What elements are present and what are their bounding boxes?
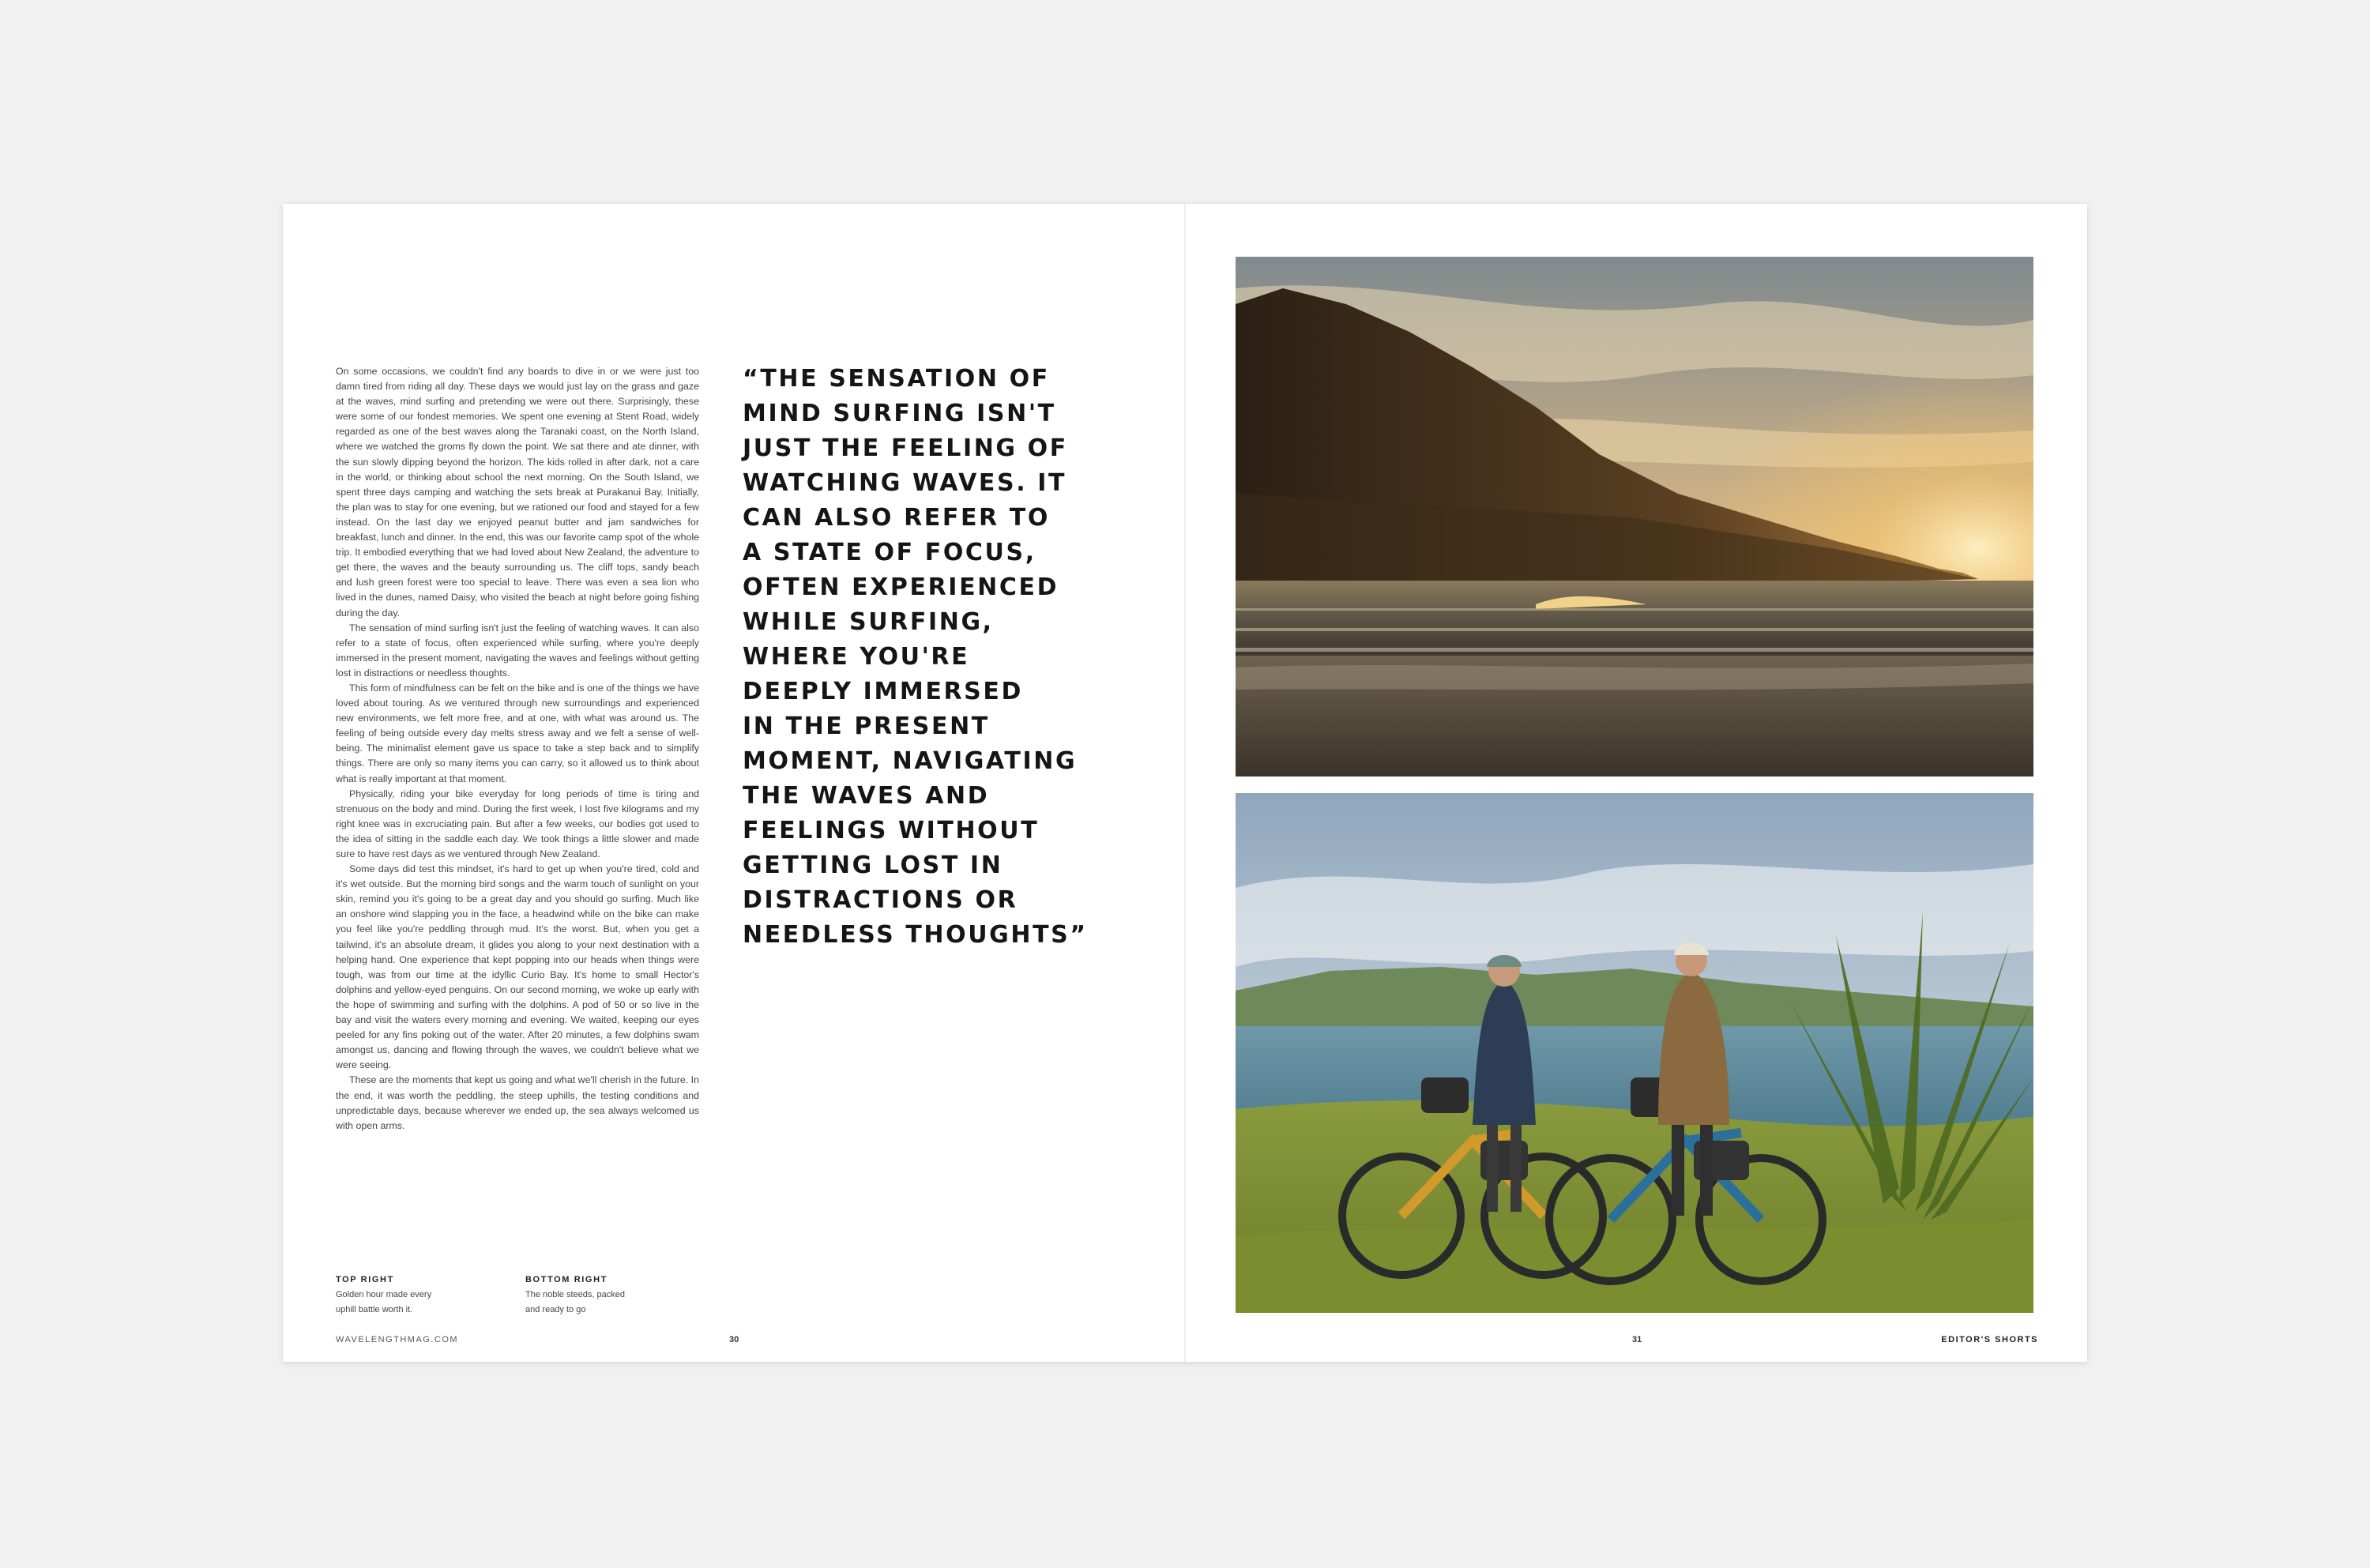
caption-text: Golden hour made every uphill battle worth it. bbox=[336, 1290, 432, 1314]
pull-quote-line: FEELINGS WITHOUT bbox=[743, 817, 1040, 844]
pull-quote-line: A STATE OF FOCUS, bbox=[743, 539, 1036, 566]
pull-quote-line: DISTRACTIONS OR bbox=[743, 886, 1018, 914]
page-number: 30 bbox=[729, 1335, 739, 1344]
article-body bbox=[336, 364, 699, 1134]
pull-quote-line: MOMENT, NAVIGATING bbox=[743, 747, 1078, 775]
caption-top-right bbox=[336, 1273, 517, 1318]
right-page bbox=[1186, 204, 2087, 1362]
footer-website: WAVELENGTHMAG.COM bbox=[336, 1335, 459, 1344]
caption-text: The noble steeds, packed and ready to go bbox=[525, 1290, 625, 1314]
pull-quote-line: JUST THE FEELING OF bbox=[743, 434, 1068, 462]
golden-hour-cliffs-beach-photo bbox=[1236, 257, 2033, 776]
article-paragraph: Some days did test this mindset, it's hard to get up when you're tired, cold and it's wet outside. But the morning bird songs and the warm touch of sunlight on your skin, remind you it's going to be a great day and you should go surfing. Much like an onshore wind slapping you in the face, a headwind while on the bike can make you feel like you're peddling through mud. It's the worst. But, when you get a tailwind, it's an absolute dream, it glides you along to your next destination with a helping hand. One experience that kept popping into our heads when things were tough, was from our time at the idyllic Curio Bay. It's home to small Hector's dolphins and yellow-eyed penguins. On our second morning, we woke up early with the hope of swimming and surfing with the dolphins. A pod of 50 or so live in the bay and visit the waters every morning and evening. We waited, keeping our eyes peeled for any fins poking out of the water. After 20 minutes, a few dolphins swam amongst us, dancing and flowing through the waves, we couldn't believe what we were seeing. bbox=[336, 863, 699, 1071]
article-paragraph: The sensation of mind surfing isn't just the feeling of watching waves. It can also refer to a state of focus, often experienced while surfing, where you're deeply immersed in the present moment, navigating the waves and feelings without getting lost in distractions or needless thoughts. bbox=[336, 622, 699, 679]
pull-quote-line: DEEPLY IMMERSED bbox=[743, 678, 1023, 705]
left-page bbox=[283, 204, 1184, 1362]
pull-quote-line: MIND SURFING ISN'T bbox=[743, 400, 1056, 427]
magazine-spread bbox=[283, 204, 2087, 1362]
caption-title: TOP RIGHT bbox=[336, 1275, 394, 1284]
pull-quote-line: WATCHING WAVES. IT bbox=[743, 469, 1067, 497]
article-paragraph: This form of mindfulness can be felt on the bike and is one of the things we have loved about touring. As we ventured through new surroundings and experienced new environments, we felt more free, and at one, with what was around us. The feeling of being outside every day melts stress away and we felt a sense of well-being. The minimalist element gave us space to take a step back and to simplify things. There are only so many items you can carry, so it allowed us to think about what is really important at that moment. bbox=[336, 682, 699, 784]
caption-bottom-right bbox=[525, 1273, 707, 1318]
pull-quote bbox=[743, 362, 1114, 953]
pull-quote-line: NEEDLESS THOUGHTS” bbox=[743, 921, 1088, 949]
pull-quote-line: “THE SENSATION OF bbox=[743, 365, 1050, 393]
pull-quote-line: THE WAVES AND bbox=[743, 782, 990, 810]
pull-quote-line: GETTING LOST IN bbox=[743, 852, 1003, 879]
cyclists-with-bikes-photo bbox=[1236, 793, 2033, 1313]
page-number: 31 bbox=[1632, 1335, 1642, 1344]
pull-quote-line: IN THE PRESENT bbox=[743, 713, 990, 740]
article-paragraph: Physically, riding your bike everyday for long periods of time is tiring and strenuous on the body and mind. During the first week, I lost five kilograms and my right knee was in excruciating pain. But after a few weeks, our bodies got used to the idea of sitting in the saddle each day. We took things a little slower and made sure to have rest days as we ventured through New Zealand. bbox=[336, 788, 699, 859]
article-paragraph: On some occasions, we couldn't find any boards to dive in or we were just too damn tired from riding all day. These days we would just lay on the grass and gaze at the waves, mind surfing and pretending we were out there. Surprisingly, these were some of our fondest memories. We spent one evening at Stent Road, widely regarded as one of the best waves along the Taranaki coast, on the North Island, where we watched the groms fly down the point. We sat there and ate dinner, with the sun slowly dipping beyond the horizon. The kids rolled in after dark, not a care in the world, or thinking about school the next morning. On the South Island, we spent three days camping and watching the sets break at Purakanui Bay. Initially, the plan was to stay for one evening, but we rationed our food and stayed for a few instead. On the last day we enjoyed peanut butter and jam sandwiches for breakfast, lunch and dinner. In the end, this was our favorite camp spot of the whole trip. It embodied everything that we had loved about New Zealand, the adventure to get there, the waves and the beauty surrounding us. The cliff tops, sandy beach and lush green forest were too special to leave. There was even a sea lion who lived in the dunes, named Daisy, who visited the beach at night before going fishing during the day. bbox=[336, 366, 699, 619]
pull-quote-line: CAN ALSO REFER TO bbox=[743, 504, 1050, 532]
pull-quote-line: OFTEN EXPERIENCED bbox=[743, 573, 1059, 601]
article-paragraph: These are the moments that kept us going and what we'll cherish in the future. In the end, it was worth the peddling, the steep uphills, the testing conditions and unpredictable days, because wherever we ended up, the sea always welcomed us with open arms. bbox=[336, 1074, 699, 1131]
pull-quote-line: WHILE SURFING, bbox=[743, 608, 994, 636]
caption-title: BOTTOM RIGHT bbox=[525, 1275, 608, 1284]
section-name: EDITOR'S SHORTS bbox=[1941, 1335, 2038, 1344]
pull-quote-line: WHERE YOU'RE bbox=[743, 643, 970, 671]
